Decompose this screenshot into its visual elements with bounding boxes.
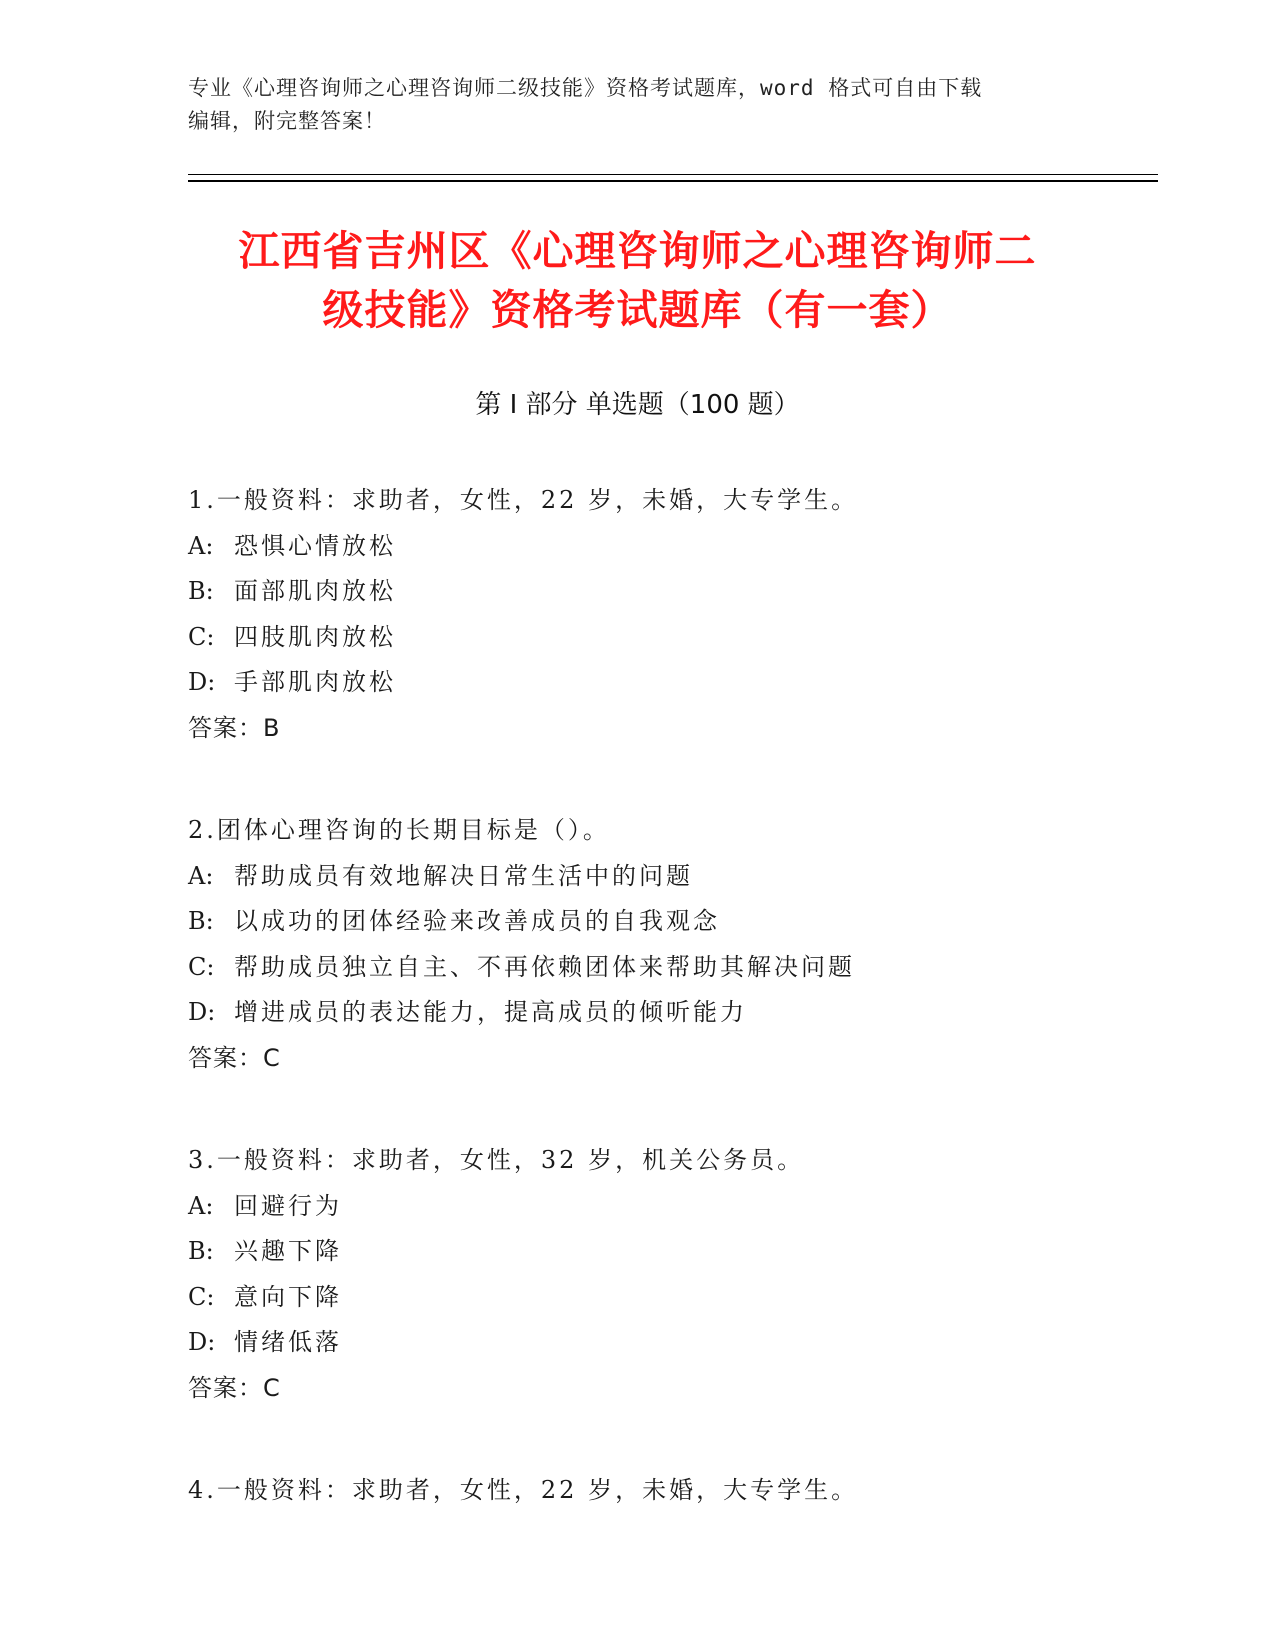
- option-d: [188, 660, 1148, 706]
- option-letter: A:: [188, 531, 214, 560]
- header-note-line2: 编辑，附完整答案！: [188, 109, 386, 133]
- document-title: [150, 222, 1125, 340]
- section-heading: 第 I 部分 单选题（100 题）: [475, 390, 800, 420]
- option-c: [188, 1275, 1148, 1321]
- question-1: [188, 478, 1148, 751]
- option-letter: D:: [188, 1328, 216, 1356]
- option-letter: D:: [188, 998, 216, 1026]
- option-letter: B:: [188, 907, 214, 935]
- question-stem: 2.团体心理咨询的长期目标是（）。: [188, 816, 610, 844]
- question-stem: 3.一般资料：求助者，女性，32 岁，机关公务员。: [188, 1146, 805, 1174]
- header-note-line1: 专业《心理咨询师之心理咨询师二级技能》资格考试题库，word 格式可自由下载: [188, 76, 983, 100]
- option-b: [188, 1229, 1148, 1275]
- option-d: [188, 990, 1148, 1036]
- header-divider-thick: [188, 180, 1158, 182]
- option-text: 以成功的团体经验来改善成员的自我观念: [234, 907, 720, 935]
- question-list: [188, 478, 1148, 1571]
- option-b: [188, 899, 1148, 945]
- option-letter: B:: [188, 577, 214, 605]
- option-text: 帮助成员独立自主、不再依赖团体来帮助其解决问题: [234, 952, 855, 981]
- option-text: 兴趣下降: [234, 1237, 342, 1265]
- question-2: [188, 808, 1148, 1081]
- header-divider-thin: [188, 174, 1158, 175]
- option-d: [188, 1320, 1148, 1366]
- option-letter: A:: [188, 1191, 214, 1220]
- document-title-line1: 江西省吉州区《心理咨询师之心理咨询师二: [238, 227, 1037, 275]
- option-text: 恐惧心情放松: [234, 531, 396, 560]
- option-b: [188, 569, 1148, 615]
- question-4: [188, 1468, 1148, 1514]
- answer: 答案：C: [188, 1043, 281, 1072]
- option-text: 增进成员的表达能力，提高成员的倾听能力: [234, 998, 747, 1026]
- option-text: 面部肌肉放松: [234, 577, 396, 605]
- option-letter: A:: [188, 861, 214, 890]
- question-stem: 4.一般资料：求助者，女性，22 岁，未婚，大专学生。: [188, 1476, 859, 1504]
- option-c: [188, 615, 1148, 661]
- option-letter: C:: [188, 952, 215, 981]
- option-letter: C:: [188, 622, 215, 651]
- option-text: 四肢肌肉放松: [234, 622, 396, 651]
- option-a: [188, 524, 1148, 570]
- header-note: [188, 72, 1088, 138]
- answer: 答案：B: [188, 713, 281, 742]
- option-c: [188, 945, 1148, 991]
- option-a: [188, 1184, 1148, 1230]
- option-a: [188, 854, 1148, 900]
- question-stem: 1.一般资料：求助者，女性，22 岁，未婚，大专学生。: [188, 486, 859, 514]
- option-text: 手部肌肉放松: [234, 668, 396, 696]
- option-letter: B:: [188, 1237, 214, 1265]
- option-text: 帮助成员有效地解决日常生活中的问题: [234, 861, 693, 890]
- question-3: [188, 1138, 1148, 1411]
- option-text: 情绪低落: [234, 1328, 342, 1356]
- document-title-line2: 级技能》资格考试题库（有一套）: [322, 286, 953, 334]
- option-text: 意向下降: [234, 1282, 342, 1311]
- option-letter: C:: [188, 1282, 215, 1311]
- answer: 答案：C: [188, 1373, 281, 1402]
- option-letter: D:: [188, 668, 216, 696]
- option-text: 回避行为: [234, 1191, 342, 1220]
